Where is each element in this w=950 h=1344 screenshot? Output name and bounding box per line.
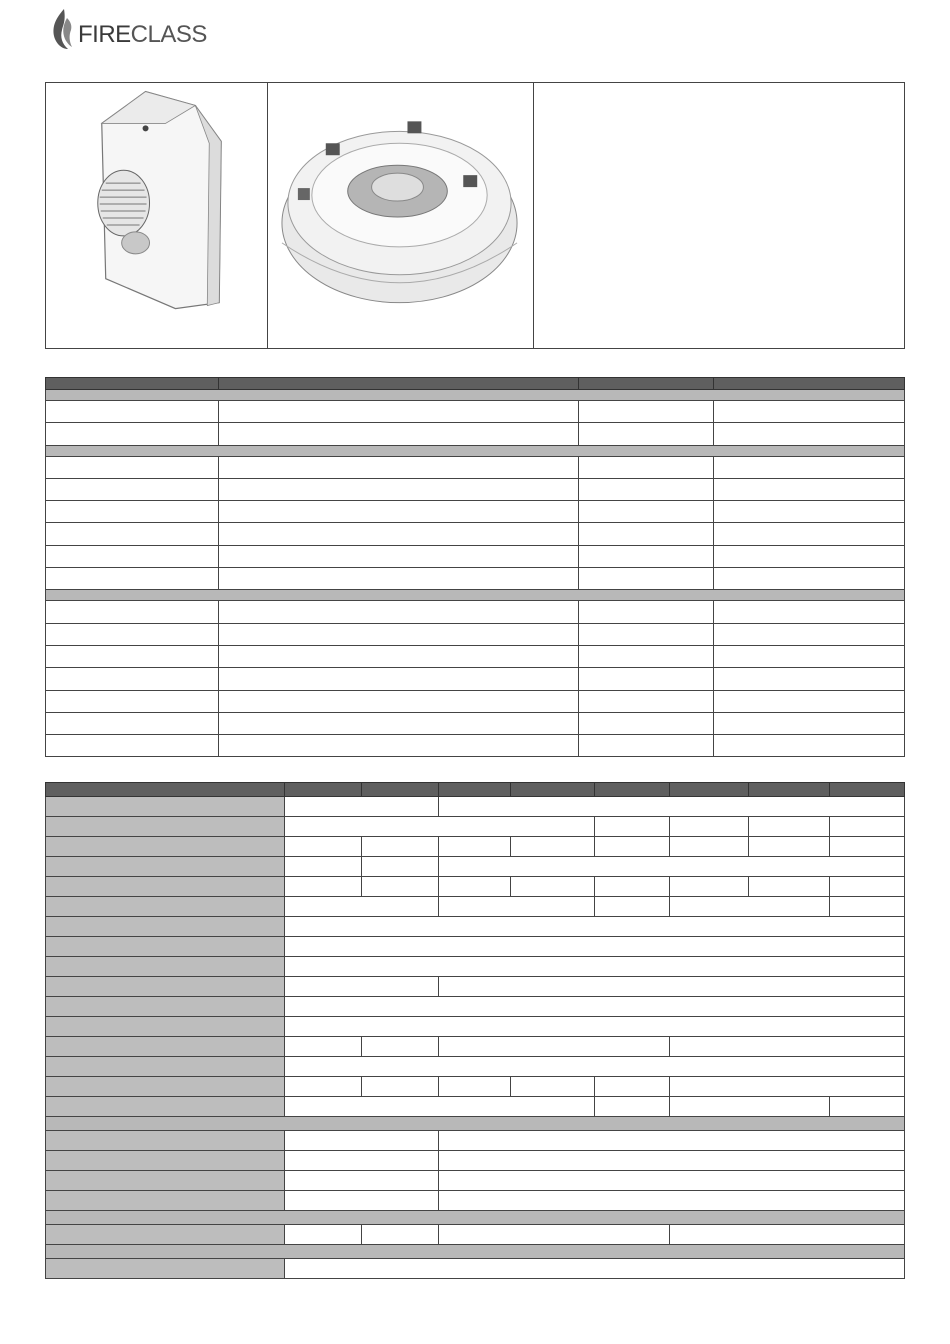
- table-row: [46, 712, 905, 734]
- spec-value-cell: [285, 1171, 439, 1191]
- spec-value-cell: [511, 877, 595, 897]
- spec-label-cell: [46, 1151, 285, 1171]
- spec-value-cell: [285, 1077, 362, 1097]
- spec-value-cell: [46, 601, 219, 623]
- spec-value-cell: [749, 817, 830, 837]
- spec-value-cell: [219, 378, 579, 390]
- table-row: [46, 1057, 905, 1077]
- spec-value-cell: [46, 456, 219, 478]
- spec-value-cell: [46, 623, 219, 645]
- spec-value-cell: [219, 501, 579, 523]
- spec-value-cell: [579, 645, 714, 667]
- table-row: [46, 877, 905, 897]
- spec-value-cell: [46, 1117, 905, 1131]
- spec-label-cell: [46, 877, 285, 897]
- table-row: [46, 857, 905, 877]
- base-image-cell: [268, 83, 534, 348]
- table-row: [46, 1151, 905, 1171]
- spec-value-cell: [285, 977, 439, 997]
- spec-value-cell: [714, 423, 905, 445]
- table-row: [46, 1037, 905, 1057]
- spec-value-cell: [714, 668, 905, 690]
- spec-value-cell: [511, 837, 595, 857]
- spec-value-cell: [714, 545, 905, 567]
- spec-value-cell: [579, 378, 714, 390]
- table-group-row: [46, 1245, 905, 1259]
- spec-value-cell: [714, 568, 905, 590]
- fireclass-logo: [50, 6, 207, 50]
- spec-value-cell: [714, 623, 905, 645]
- spec-value-cell: [46, 478, 219, 500]
- spec-value-cell: [285, 877, 362, 897]
- spec-value-cell: [439, 977, 905, 997]
- spec-value-cell: [285, 857, 362, 877]
- spec-value-cell: [219, 623, 579, 645]
- table-row: [46, 623, 905, 645]
- spec-value-cell: [285, 1225, 362, 1245]
- table-row: [46, 957, 905, 977]
- spec-value-cell: [595, 1097, 670, 1117]
- spec-label-cell: [46, 917, 285, 937]
- spec-value-cell: [285, 1131, 439, 1151]
- table-row: [46, 645, 905, 667]
- spec-label-cell: [46, 1171, 285, 1191]
- spec-value-cell: [439, 797, 905, 817]
- spec-value-cell: [595, 1077, 670, 1097]
- spec-value-cell: [579, 545, 714, 567]
- table-row: [46, 997, 905, 1017]
- spec-value-cell: [830, 877, 905, 897]
- spec-value-cell: [595, 877, 670, 897]
- spec-value-cell: [46, 1211, 905, 1225]
- spec-value-cell: [830, 1097, 905, 1117]
- spec-value-cell: [285, 937, 905, 957]
- spec-value-cell: [285, 1151, 439, 1171]
- spec-value-cell: [46, 401, 219, 423]
- table-row: [46, 817, 905, 837]
- spec-value-cell: [714, 401, 905, 423]
- spec-value-cell: [670, 837, 749, 857]
- spec-value-cell: [285, 1097, 595, 1117]
- brand-wordmark: [78, 21, 207, 50]
- flame-icon: [50, 8, 74, 50]
- spec-value-cell: [579, 523, 714, 545]
- spec-value-cell: [670, 817, 749, 837]
- spec-value-cell: [219, 423, 579, 445]
- table-row: [46, 1171, 905, 1191]
- spec-value-cell: [362, 1225, 439, 1245]
- table-row: [46, 401, 905, 423]
- spec-value-cell: [714, 478, 905, 500]
- spec-value-cell: [439, 1131, 905, 1151]
- table-group-row: [46, 590, 905, 601]
- table-header-row: [46, 378, 905, 390]
- spec-value-cell: [579, 401, 714, 423]
- spec-value-cell: [46, 645, 219, 667]
- spec-value-cell: [219, 690, 579, 712]
- brand-name-strong: FIRE: [78, 21, 131, 48]
- spec-value-cell: [362, 857, 439, 877]
- table-row: [46, 1097, 905, 1117]
- spec-value-cell: [830, 817, 905, 837]
- spec-value-cell: [439, 837, 511, 857]
- product-images-panel: [45, 82, 905, 349]
- spec-value-cell: [285, 1057, 905, 1077]
- spec-label-cell: [46, 1097, 285, 1117]
- spec-value-cell: [670, 1077, 905, 1097]
- spec-value-cell: [46, 668, 219, 690]
- spec-value-cell: [439, 783, 511, 797]
- spec-value-cell: [439, 1225, 670, 1245]
- table-row: [46, 1191, 905, 1211]
- spec-value-cell: [439, 1151, 905, 1171]
- table-row: [46, 937, 905, 957]
- spec-value-cell: [46, 423, 219, 445]
- spec-value-cell: [219, 523, 579, 545]
- table-group-row: [46, 1211, 905, 1225]
- spec-value-cell: [219, 645, 579, 667]
- table-row: [46, 501, 905, 523]
- spec-value-cell: [285, 897, 439, 917]
- spec-value-cell: [511, 1077, 595, 1097]
- spec-value-cell: [285, 1191, 439, 1211]
- table-row: [46, 897, 905, 917]
- spec-value-cell: [46, 545, 219, 567]
- spec-value-cell: [670, 1037, 905, 1057]
- table-row: [46, 1077, 905, 1097]
- spec-value-cell: [46, 390, 905, 401]
- spec-value-cell: [362, 877, 439, 897]
- table-row: [46, 917, 905, 937]
- spec-value-cell: [714, 645, 905, 667]
- spec-value-cell: [595, 817, 670, 837]
- table-row: [46, 1017, 905, 1037]
- spec-value-cell: [749, 877, 830, 897]
- spec-value-cell: [579, 568, 714, 590]
- spec-label-cell: [46, 797, 285, 817]
- spec-value-cell: [579, 456, 714, 478]
- spec-value-cell: [362, 783, 439, 797]
- spec-value-cell: [579, 423, 714, 445]
- spec-value-cell: [830, 837, 905, 857]
- table-row: [46, 423, 905, 445]
- spec-value-cell: [579, 623, 714, 645]
- spec-label-cell: [46, 997, 285, 1017]
- spec-value-cell: [285, 1017, 905, 1037]
- spec-value-cell: [439, 897, 595, 917]
- spec-value-cell: [219, 545, 579, 567]
- table-row: [46, 735, 905, 757]
- spec-value-cell: [219, 712, 579, 734]
- spec-value-cell: [439, 857, 905, 877]
- spec-value-cell: [830, 897, 905, 917]
- table-row: [46, 523, 905, 545]
- spec-value-cell: [439, 1077, 511, 1097]
- spec-value-cell: [362, 837, 439, 857]
- spec-value-cell: [285, 817, 595, 837]
- table-group-row: [46, 445, 905, 456]
- spec-value-cell: [749, 837, 830, 857]
- spec-value-cell: [219, 601, 579, 623]
- wall-sounder-image: [46, 83, 267, 348]
- spec-value-cell: [285, 1259, 905, 1279]
- table-group-row: [46, 1117, 905, 1131]
- spec-value-cell: [595, 783, 670, 797]
- sounder-image-cell: [46, 83, 268, 348]
- spec-value-cell: [830, 783, 905, 797]
- table-row: [46, 478, 905, 500]
- table-row: [46, 1131, 905, 1151]
- table-group-row: [46, 390, 905, 401]
- table-row: [46, 568, 905, 590]
- spec-label-cell: [46, 1057, 285, 1077]
- spec-value-cell: [714, 378, 905, 390]
- spec-label-cell: [46, 1017, 285, 1037]
- spec-value-cell: [46, 445, 905, 456]
- spec-value-cell: [46, 783, 285, 797]
- spec-label-cell: [46, 837, 285, 857]
- spec-value-cell: [595, 837, 670, 857]
- spec-label-cell: [46, 937, 285, 957]
- spec-label-cell: [46, 1131, 285, 1151]
- spec-value-cell: [511, 783, 595, 797]
- spec-value-cell: [219, 456, 579, 478]
- table-row: [46, 545, 905, 567]
- spec-label-cell: [46, 857, 285, 877]
- spec-value-cell: [219, 401, 579, 423]
- spec-table-1: [45, 377, 905, 757]
- table-row: [46, 797, 905, 817]
- spec-value-cell: [439, 877, 511, 897]
- spec-value-cell: [46, 1245, 905, 1259]
- spec-label-cell: [46, 1259, 285, 1279]
- table-row: [46, 837, 905, 857]
- spec-label-cell: [46, 1191, 285, 1211]
- spec-value-cell: [714, 712, 905, 734]
- spec-table-2: [45, 782, 905, 1279]
- spec-value-cell: [670, 877, 749, 897]
- table-row: [46, 977, 905, 997]
- spec-value-cell: [579, 712, 714, 734]
- table-row: [46, 456, 905, 478]
- spec-value-cell: [46, 501, 219, 523]
- spec-value-cell: [439, 1037, 670, 1057]
- spec-value-cell: [285, 797, 439, 817]
- spec-label-cell: [46, 897, 285, 917]
- table-row: [46, 690, 905, 712]
- spec-value-cell: [714, 456, 905, 478]
- spec-value-cell: [219, 735, 579, 757]
- spec-label-cell: [46, 957, 285, 977]
- spec-value-cell: [46, 735, 219, 757]
- spec-value-cell: [670, 897, 830, 917]
- spec-value-cell: [285, 917, 905, 937]
- spec-value-cell: [579, 601, 714, 623]
- spec-value-cell: [579, 690, 714, 712]
- table-row: [46, 1225, 905, 1245]
- spec-value-cell: [46, 568, 219, 590]
- spec-value-cell: [439, 1171, 905, 1191]
- spec-value-cell: [285, 997, 905, 1017]
- spec-value-cell: [285, 1037, 362, 1057]
- spec-value-cell: [285, 783, 362, 797]
- spec-value-cell: [595, 897, 670, 917]
- spec-value-cell: [714, 601, 905, 623]
- sounder-base-image: [268, 83, 533, 348]
- spec-value-cell: [46, 523, 219, 545]
- spec-value-cell: [46, 590, 905, 601]
- brand-name-light: CLASS: [130, 21, 207, 48]
- spec-label-cell: [46, 817, 285, 837]
- spec-value-cell: [579, 501, 714, 523]
- spec-value-cell: [670, 783, 749, 797]
- table-row: [46, 668, 905, 690]
- spec-label-cell: [46, 977, 285, 997]
- spec-value-cell: [46, 378, 219, 390]
- spec-value-cell: [46, 690, 219, 712]
- spec-label-cell: [46, 1077, 285, 1097]
- spec-value-cell: [579, 735, 714, 757]
- spec-value-cell: [714, 690, 905, 712]
- spec-value-cell: [579, 478, 714, 500]
- spec-value-cell: [714, 735, 905, 757]
- spec-label-cell: [46, 1225, 285, 1245]
- spec-value-cell: [219, 478, 579, 500]
- spec-value-cell: [285, 837, 362, 857]
- spec-value-cell: [219, 668, 579, 690]
- spec-value-cell: [285, 957, 905, 977]
- empty-info-cell: [534, 83, 904, 348]
- spec-value-cell: [749, 783, 830, 797]
- spec-value-cell: [439, 1191, 905, 1211]
- table-header-row: [46, 783, 905, 797]
- spec-value-cell: [219, 568, 579, 590]
- spec-value-cell: [670, 1097, 830, 1117]
- spec-value-cell: [579, 668, 714, 690]
- table-row: [46, 1259, 905, 1279]
- spec-value-cell: [714, 523, 905, 545]
- spec-value-cell: [714, 501, 905, 523]
- spec-value-cell: [670, 1225, 905, 1245]
- table-row: [46, 601, 905, 623]
- spec-value-cell: [362, 1077, 439, 1097]
- spec-label-cell: [46, 1037, 285, 1057]
- spec-value-cell: [46, 712, 219, 734]
- spec-value-cell: [362, 1037, 439, 1057]
